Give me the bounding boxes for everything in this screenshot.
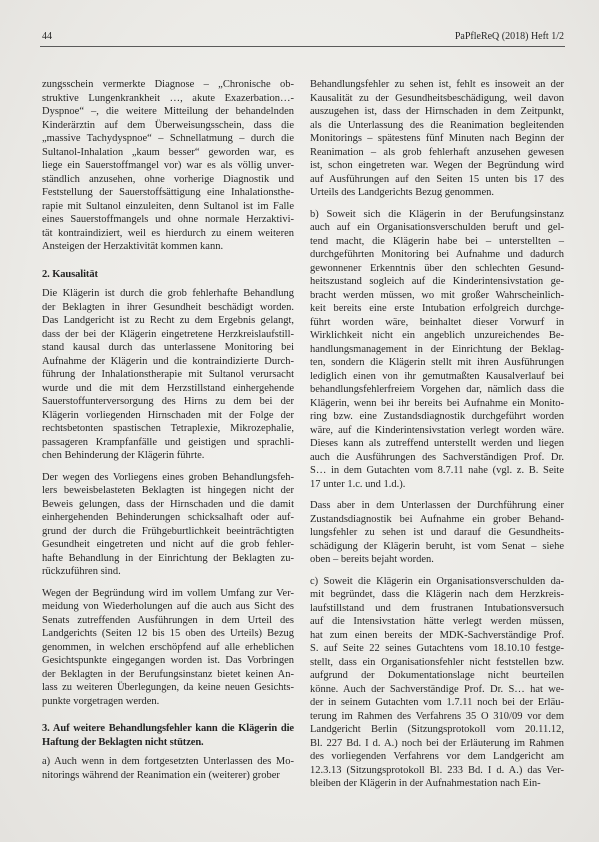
text-line: Zustandsdiagnostik bei Aufnahme ein grober Behand- — [310, 513, 564, 525]
text-line: Ansteigen der Herzaktivität kommen kann. — [42, 241, 224, 252]
text-line: Wegen der Begründung wird im vollem Umfang zur Ver- — [42, 587, 294, 599]
text-line: genommen, in welchen erschöpfend auf alle erheblichen — [42, 641, 294, 653]
text-line: stand kausal durch das unterlassene Monitoring bei — [42, 342, 294, 353]
text-line: aufgrund der Dokumentationslage nicht beurteilen — [310, 670, 564, 681]
text-line: Klägerin vorliegenden Hirnschaden mit der Folge der — [42, 409, 294, 421]
text-line: c) Soweit die Klägerin ein Organisationsverschulden da- — [310, 575, 564, 587]
text-line: lungsfehler zu sehen ist und darauf die Gesundheits- — [310, 527, 564, 538]
text-line: rechtsbetonten spastischen Tetraplexie, Mikrozephalie, — [42, 423, 294, 434]
text-line: struktive Lungenkrankheit …, akute Exazerbation…- — [42, 92, 294, 104]
text-line: tät kontraindiziert, weil es hierdurch zu einem weiteren — [42, 227, 294, 239]
text-line: auch die Ausführungen des Sachverständigen Prof. Dr. — [310, 451, 564, 463]
text-line: keit bereits eine erste Intubation erfolgreich durchge- — [310, 303, 564, 314]
text-line: 12.3.13 (Sitzungsprotokoll Bl. 233 Bd. I d. A.) das Ver- — [310, 764, 564, 776]
header-rule — [40, 46, 565, 47]
text-line: Landgerichts (Seiten 12 bis 15 oben des Urteils) Bezug — [42, 628, 294, 639]
text-line: eines Sauerstoffmangels und ohne normale Herzaktivi- — [42, 214, 294, 225]
text-line: Reanimation – als grob fehlerhaft anzusehen gewesen — [310, 146, 564, 158]
text-line: Gesundheit eingetreten und nicht auf die grob fehler- — [42, 539, 294, 550]
text-line: Kausalität zu der Gesundheitsbeschädigung, weil davon — [310, 92, 564, 104]
text-line: Behandlungsfehler zu sehen ist, fehlt es insoweit an der — [310, 79, 564, 90]
text-line: mit begründet, dass die Klägerin nach dem Herzkreis- — [310, 589, 564, 600]
text-line: ist, schon eingetreten war. Wegen der Begründung wird — [310, 160, 564, 171]
text-line: 2. Kausalität — [42, 268, 98, 280]
text-line: lers beweisbelasteten Beklagten ist hingegen nicht der — [42, 485, 294, 496]
text-line: durchgeführten Monitoring bei Aufnahme und dadurch — [310, 249, 564, 260]
text-line: Klägerin, wenn bei ihr bereits bei Aufnahme ein Monito- — [310, 397, 564, 409]
text-line: zungsschein vermerkte Diagnose – „Chronische ob- — [42, 79, 294, 90]
text-line: Bl. 227 Bd. I d. A.) noch bei der Erläuterung im Rahmen — [310, 737, 564, 749]
text-line: schädigung der Klägerin beruht, ist vom Senat – siehe — [310, 540, 564, 552]
text-line: wurde und die mit dem Herzstillstand einhergehende — [42, 382, 294, 394]
text-line: behandlungsfehlerfreiem Vorgehen dar, nämlich dass die — [310, 384, 564, 395]
paragraph — [42, 287, 294, 463]
text-line: Urteils des Landgerichts Bezug genommen. — [310, 187, 494, 198]
text-line: „massive Tachydyspnoe“ – Schnellatmung – durch die — [42, 133, 294, 144]
text-line: Kinderärztin auf dem Überweisungsschein, dass die — [42, 119, 294, 131]
text-line: b) Soweit sich die Klägerin in der Berufungsinstanz — [310, 208, 564, 220]
paragraph — [310, 208, 564, 492]
text-line: Die Klägerin ist durch die grob fehlerhafte Behandlung — [42, 288, 294, 299]
paragraph — [310, 78, 564, 200]
text-line: lass zu weiteren Überlegungen, da keine neuen Gesichts- — [42, 682, 294, 693]
text-line: rapie mit Sultanol einzuleiten, denn Sultanol ist im Falle — [42, 200, 294, 212]
text-line: der Beklagten in ihrer Gesundheit beschädigt worden. — [42, 301, 294, 313]
text-line: führung der Inhalationstherapie mit Sultanol verursacht — [42, 369, 294, 380]
text-line: tend macht, die Klägerin habe bei – unterstellten – — [310, 235, 564, 247]
text-line: Wirklichkeit nicht ein angeblich unzureichendes Be- — [310, 330, 564, 341]
text-line: dass der bei der Klägerin eingetretene Herzkreislaufstill- — [42, 328, 294, 340]
text-line: Dyspnoe“ –, die weitere Mitteilung der behandelnden — [42, 106, 294, 117]
text-line: auf Ausführungen auf den Seiten 15 unten bis 17 des — [310, 173, 564, 185]
text-line: bracht werden müssen, wo mit großer Wahrscheinlich- — [310, 289, 564, 301]
page-number: 44 — [42, 31, 52, 42]
journal-running-title: PaPfleReQ (2018) Heft 1/2 — [454, 31, 564, 42]
paragraph — [42, 755, 294, 782]
text-line: liege ein Sauerstoffmangel vor) war es als völlig unver- — [42, 160, 294, 171]
text-line: 3. Auf weitere Behandlungsfehler kann die Klägerin die — [42, 723, 294, 734]
text-line: chen Behinderung der Klägerin führte. — [42, 450, 205, 461]
text-line: Sultanol-Inhalation „kaum besser“ geworden war, es — [42, 146, 294, 158]
text-line: gewonnener Erkenntnis über den schlechten Gesund- — [310, 262, 564, 274]
text-line: Aufnahme der Klägerin und die kontraindizierte Durch- — [42, 355, 294, 367]
text-line: grund der durch die Frühgeburtlichkeit beeinträchtigten — [42, 525, 294, 537]
text-line: wäre, auf die Kinderintensivstation verlegt worden wäre. — [310, 424, 564, 436]
text-line: Haftung der Beklagten nicht stützen. — [42, 736, 204, 748]
text-line: des vorliegenden Verfahrens vor dem Landgericht am — [310, 751, 564, 762]
text-line: führt worden wäre, beinhaltet dieser Vorwurf in — [310, 316, 564, 328]
text-line: lediglich einen von ihr gemutmaßten Kausalverlauf bei — [310, 370, 564, 382]
section-heading — [42, 722, 294, 749]
paragraph — [42, 471, 294, 579]
text-line: Gesichtspunkte eingegangen worden ist. Das Vorbringen — [42, 655, 294, 666]
text-line: terung im Rahmen des Verfahrens 35 O 310/09 vor dem — [310, 710, 564, 722]
text-line: einhergehenden Behinderungen schicksalhaft oder auf- — [42, 512, 294, 523]
text-line: Dass aber in dem Unterlassen der Durchführung einer — [310, 500, 564, 511]
text-line: meidung von Wiederholungen auf die auch aus Sicht des — [42, 601, 294, 612]
text-line: Senats zutreffenden Ausführungen in dem Urteil des — [42, 614, 294, 626]
text-line: der in seinem Gutachten vom 1.7.11 noch bei der Erläu- — [310, 697, 564, 708]
text-line: ständlich anzusehen, ohne vorherige Diagnostik und — [42, 173, 294, 185]
text-line: rückzuführen sind. — [42, 566, 121, 577]
text-line: handlungsmanagement in der Einrichtung der Beklag- — [310, 343, 564, 355]
text-line: auszugehen ist, dass der Hirnschaden in dem Zeitpunkt, — [310, 106, 564, 117]
text-line: Das Landgericht ist zu Recht zu dem Ergebnis gelangt, — [42, 315, 294, 326]
text-line: a) Auch wenn in dem fortgesetzten Unterlassen des Mo- — [42, 756, 294, 767]
paragraph — [310, 575, 564, 791]
text-line: der Beklagten in der Berufungsinstanz bietet keinen An- — [42, 668, 294, 680]
text-line: S… in dem Gutachten vom 8.7.11 nahe (vgl. z. B. Seite — [310, 465, 564, 476]
text-line: stellt, dass ein Organisationsfehler nicht feststellen bzw. — [310, 656, 564, 668]
paragraph — [310, 499, 564, 567]
text-line: Landgericht Berlin (Sitzungsprotokoll vom 20.11.12, — [310, 724, 564, 735]
text-line: Beweis gelungen, dass der Hirnschaden und die damit — [42, 498, 294, 510]
text-line: S. auf Seite 22 seines Gutachtens vom 18.10.10 festge- — [310, 643, 564, 654]
text-line: bleiben der Klägerin in der Aufnahmestation nach Ein- — [310, 778, 541, 789]
text-line: Feststellung der Sauerstoffsättigung eine Inhalationsthe- — [42, 187, 294, 198]
text-line: könne. Auch der Sachverständige Prof. Dr. S… hat we- — [310, 683, 564, 695]
text-line: punkte vorgetragen werden. — [42, 695, 160, 707]
text-line: passageren Krampfanfälle und geistigen und sprachli- — [42, 436, 294, 448]
text-line: Der wegen des Vorliegens eines groben Behandlungsfeh- — [42, 471, 294, 483]
text-line: hat zum einen bereits der MDK-Sachverständige Prof. — [310, 629, 564, 641]
text-line: 17 unter 1.c. und 1.d.). — [310, 478, 406, 490]
text-line: Sauerstoffunterversorgung des Hirns zu dem bei der — [42, 396, 294, 407]
paragraph — [42, 78, 294, 254]
text-line: ring bzw. eine Zustandsdiagnostik durchgeführt worden — [310, 411, 564, 422]
text-line: auf die Intensivstation hätte verlegt werden müssen, — [310, 616, 564, 627]
paragraph — [42, 587, 294, 709]
text-line: Dieses kann als zutreffend unterstellt werden und liegen — [310, 438, 564, 449]
right-column — [310, 78, 564, 791]
left-column — [42, 78, 294, 782]
text-line: hafte Behandlung in der Einrichtung der Beklagten zu- — [42, 552, 294, 564]
text-line: heitszustand sogleich auf die Kinderintensivstation ge- — [310, 276, 564, 287]
text-line: als die Unterlassung des die Reanimation begleitenden — [310, 119, 564, 131]
text-line: laufstillstand und dem frustranen Intubationsversuch — [310, 602, 564, 614]
section-heading — [42, 268, 294, 282]
text-line: Monitorings – spätestens fünf Minuten nach Beginn der — [310, 133, 564, 144]
text-line: ten, sondern die Klägerin stellt mit ihren Ausführungen — [310, 357, 564, 368]
text-line: nitorings während der Reanimation ein (weiterer) grober — [42, 769, 280, 781]
text-line: oben – bereits bejaht worden. — [310, 554, 434, 565]
text-line: auch auf ein Organisationsverschulden beruft und gel- — [310, 222, 564, 233]
